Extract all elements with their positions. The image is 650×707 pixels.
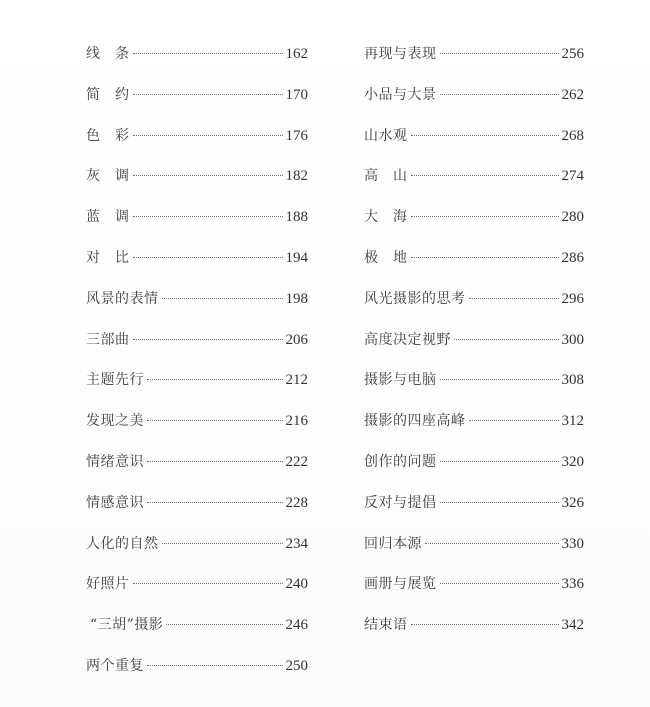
toc-entry-page: 194 xyxy=(285,249,308,266)
toc-entry-title: 线 条 xyxy=(86,46,130,62)
toc-entry-title: 简 约 xyxy=(86,86,130,103)
toc-entry-leader xyxy=(133,175,283,176)
toc-entry xyxy=(86,122,308,163)
toc-entry-leader xyxy=(440,379,559,380)
toc-entry-title: 结束语 xyxy=(364,617,408,634)
toc-entry-title: 人化的自然 xyxy=(86,535,159,552)
toc-entry-page: 216 xyxy=(285,413,308,430)
toc-entry-title: 回归本源 xyxy=(364,535,422,552)
toc-entry-leader xyxy=(147,379,283,380)
toc-entry-title: 主题先行 xyxy=(86,372,144,389)
toc-entry-page: 280 xyxy=(561,209,584,226)
toc-entry-leader xyxy=(147,502,283,503)
toc-entry-page: 234 xyxy=(285,535,308,552)
toc-entry-leader xyxy=(425,543,559,544)
toc-entry xyxy=(86,570,308,611)
toc-entry-page: 170 xyxy=(285,86,308,103)
toc-entry-leader xyxy=(162,298,283,299)
toc-entry xyxy=(86,162,308,203)
toc-entry xyxy=(364,448,584,489)
toc-entry-page: 250 xyxy=(285,657,308,674)
toc-entry-leader xyxy=(133,135,283,136)
toc-entry-page: 182 xyxy=(285,168,308,185)
toc-entry-page: 274 xyxy=(561,168,584,185)
toc-entry-title: 灰 调 xyxy=(86,168,130,185)
toc-entry-leader xyxy=(411,624,559,625)
toc-entry xyxy=(364,326,584,367)
toc-entry-leader xyxy=(440,502,559,503)
toc-entry-page: 176 xyxy=(285,127,308,144)
toc-entry xyxy=(86,407,308,448)
toc-entry-page: 300 xyxy=(561,331,584,348)
toc-entry-title: “三胡”摄影 xyxy=(90,617,164,634)
toc-entry-title: 高度决定视野 xyxy=(364,331,451,348)
toc-entry xyxy=(364,285,584,326)
toc-entry-page: 326 xyxy=(561,494,584,511)
toc-entry-leader xyxy=(166,624,282,625)
toc-entry-page: 198 xyxy=(285,290,308,307)
toc-entry-title: 好照片 xyxy=(86,576,130,593)
toc-entry-page: 240 xyxy=(285,576,308,593)
toc-entry xyxy=(364,366,584,407)
toc-entry xyxy=(364,407,584,448)
toc-entry-leader xyxy=(133,94,283,95)
toc-entry xyxy=(86,489,308,530)
toc-entry-leader xyxy=(133,53,283,54)
toc-entry-leader xyxy=(440,94,559,95)
toc-entry-title: 三部曲 xyxy=(86,331,130,348)
toc-entry-title: 情感意识 xyxy=(86,494,144,511)
toc-entry-title: 高 山 xyxy=(364,168,408,185)
toc-entry-page: 162 xyxy=(285,46,308,62)
toc-entry-leader xyxy=(411,257,559,258)
toc-entry-leader xyxy=(147,420,283,421)
toc-entry-page: 296 xyxy=(561,290,584,307)
toc-entry-page: 228 xyxy=(285,494,308,511)
toc-entry-page: 308 xyxy=(561,372,584,389)
toc-entry xyxy=(86,285,308,326)
toc-entry-page: 336 xyxy=(561,576,584,593)
toc-entry-leader xyxy=(133,583,283,584)
toc-entry xyxy=(86,244,308,285)
toc-entry-title: 对 比 xyxy=(86,249,130,266)
toc-entry-title: 风光摄影的思考 xyxy=(364,290,466,307)
toc-entry-leader xyxy=(440,461,559,462)
toc-entry-page: 312 xyxy=(561,413,584,430)
toc-entry xyxy=(86,366,308,407)
toc-entry xyxy=(86,326,308,367)
toc-entry-leader xyxy=(440,583,559,584)
toc-entry xyxy=(86,530,308,571)
toc-entry-page: 330 xyxy=(561,535,584,552)
toc-entry xyxy=(364,489,584,530)
toc-entry xyxy=(364,570,584,611)
toc-entry-title: 风景的表情 xyxy=(86,290,159,307)
toc-entry-title: 摄影与电脑 xyxy=(364,372,437,389)
toc-entry-leader xyxy=(469,298,559,299)
toc-entry-page: 222 xyxy=(285,453,308,470)
toc-entry-page: 206 xyxy=(285,331,308,348)
toc-entry xyxy=(364,40,584,81)
toc-entry xyxy=(364,530,584,571)
toc-entry-title: 创作的问题 xyxy=(364,453,437,470)
toc-entry-leader xyxy=(411,175,559,176)
toc-entry-leader xyxy=(454,339,559,340)
toc-entry xyxy=(86,40,308,81)
toc-entry-leader xyxy=(133,339,283,340)
toc-entry-page: 286 xyxy=(561,249,584,266)
toc-entry-title: 两个重复 xyxy=(86,657,144,674)
toc-entry-leader xyxy=(440,53,559,54)
toc-entry-title: 再现与表现 xyxy=(364,46,437,62)
toc-entry-leader xyxy=(133,216,283,217)
toc-column-left xyxy=(86,40,308,693)
toc-entry-title: 反对与提倡 xyxy=(364,494,437,511)
toc-entry xyxy=(364,162,584,203)
toc-entry-title: 画册与展览 xyxy=(364,576,437,593)
toc-entry-leader xyxy=(411,216,559,217)
toc-entry xyxy=(364,611,584,652)
toc-entry xyxy=(86,81,308,122)
toc-entry-title: 色 彩 xyxy=(86,127,130,144)
toc-entry xyxy=(86,203,308,244)
toc-entry xyxy=(86,448,308,489)
toc-entry-page: 212 xyxy=(285,372,308,389)
toc-entry xyxy=(86,611,308,652)
toc-column-right xyxy=(364,40,584,652)
toc-entry-page: 188 xyxy=(285,209,308,226)
toc-entry xyxy=(364,203,584,244)
toc-entry-leader xyxy=(147,665,283,666)
toc-entry-leader xyxy=(162,543,283,544)
toc-entry xyxy=(364,122,584,163)
toc-entry-page: 320 xyxy=(561,453,584,470)
toc-entry-title: 小品与大景 xyxy=(364,86,437,103)
toc-entry-title: 摄影的四座高峰 xyxy=(364,413,466,430)
toc-entry-title: 极 地 xyxy=(364,249,408,266)
toc-entry-page: 246 xyxy=(285,617,308,634)
toc-entry-title: 山水观 xyxy=(364,127,408,144)
toc-entry-title: 大 海 xyxy=(364,209,408,226)
toc-entry-leader xyxy=(147,461,283,462)
toc-entry-page: 256 xyxy=(561,46,584,62)
toc-entry xyxy=(86,652,308,693)
toc-entry-title: 发现之美 xyxy=(86,413,144,430)
toc-entry xyxy=(364,81,584,122)
toc-entry-title: 蓝 调 xyxy=(86,209,130,226)
toc-entry-page: 342 xyxy=(561,617,584,634)
toc-entry-leader xyxy=(469,420,559,421)
toc-entry-leader xyxy=(133,257,283,258)
toc-entry-page: 268 xyxy=(561,127,584,144)
toc-entry-title: 情绪意识 xyxy=(86,453,144,470)
toc-entry-page: 262 xyxy=(561,86,584,103)
toc-entry xyxy=(364,244,584,285)
toc-entry-leader xyxy=(411,135,559,136)
